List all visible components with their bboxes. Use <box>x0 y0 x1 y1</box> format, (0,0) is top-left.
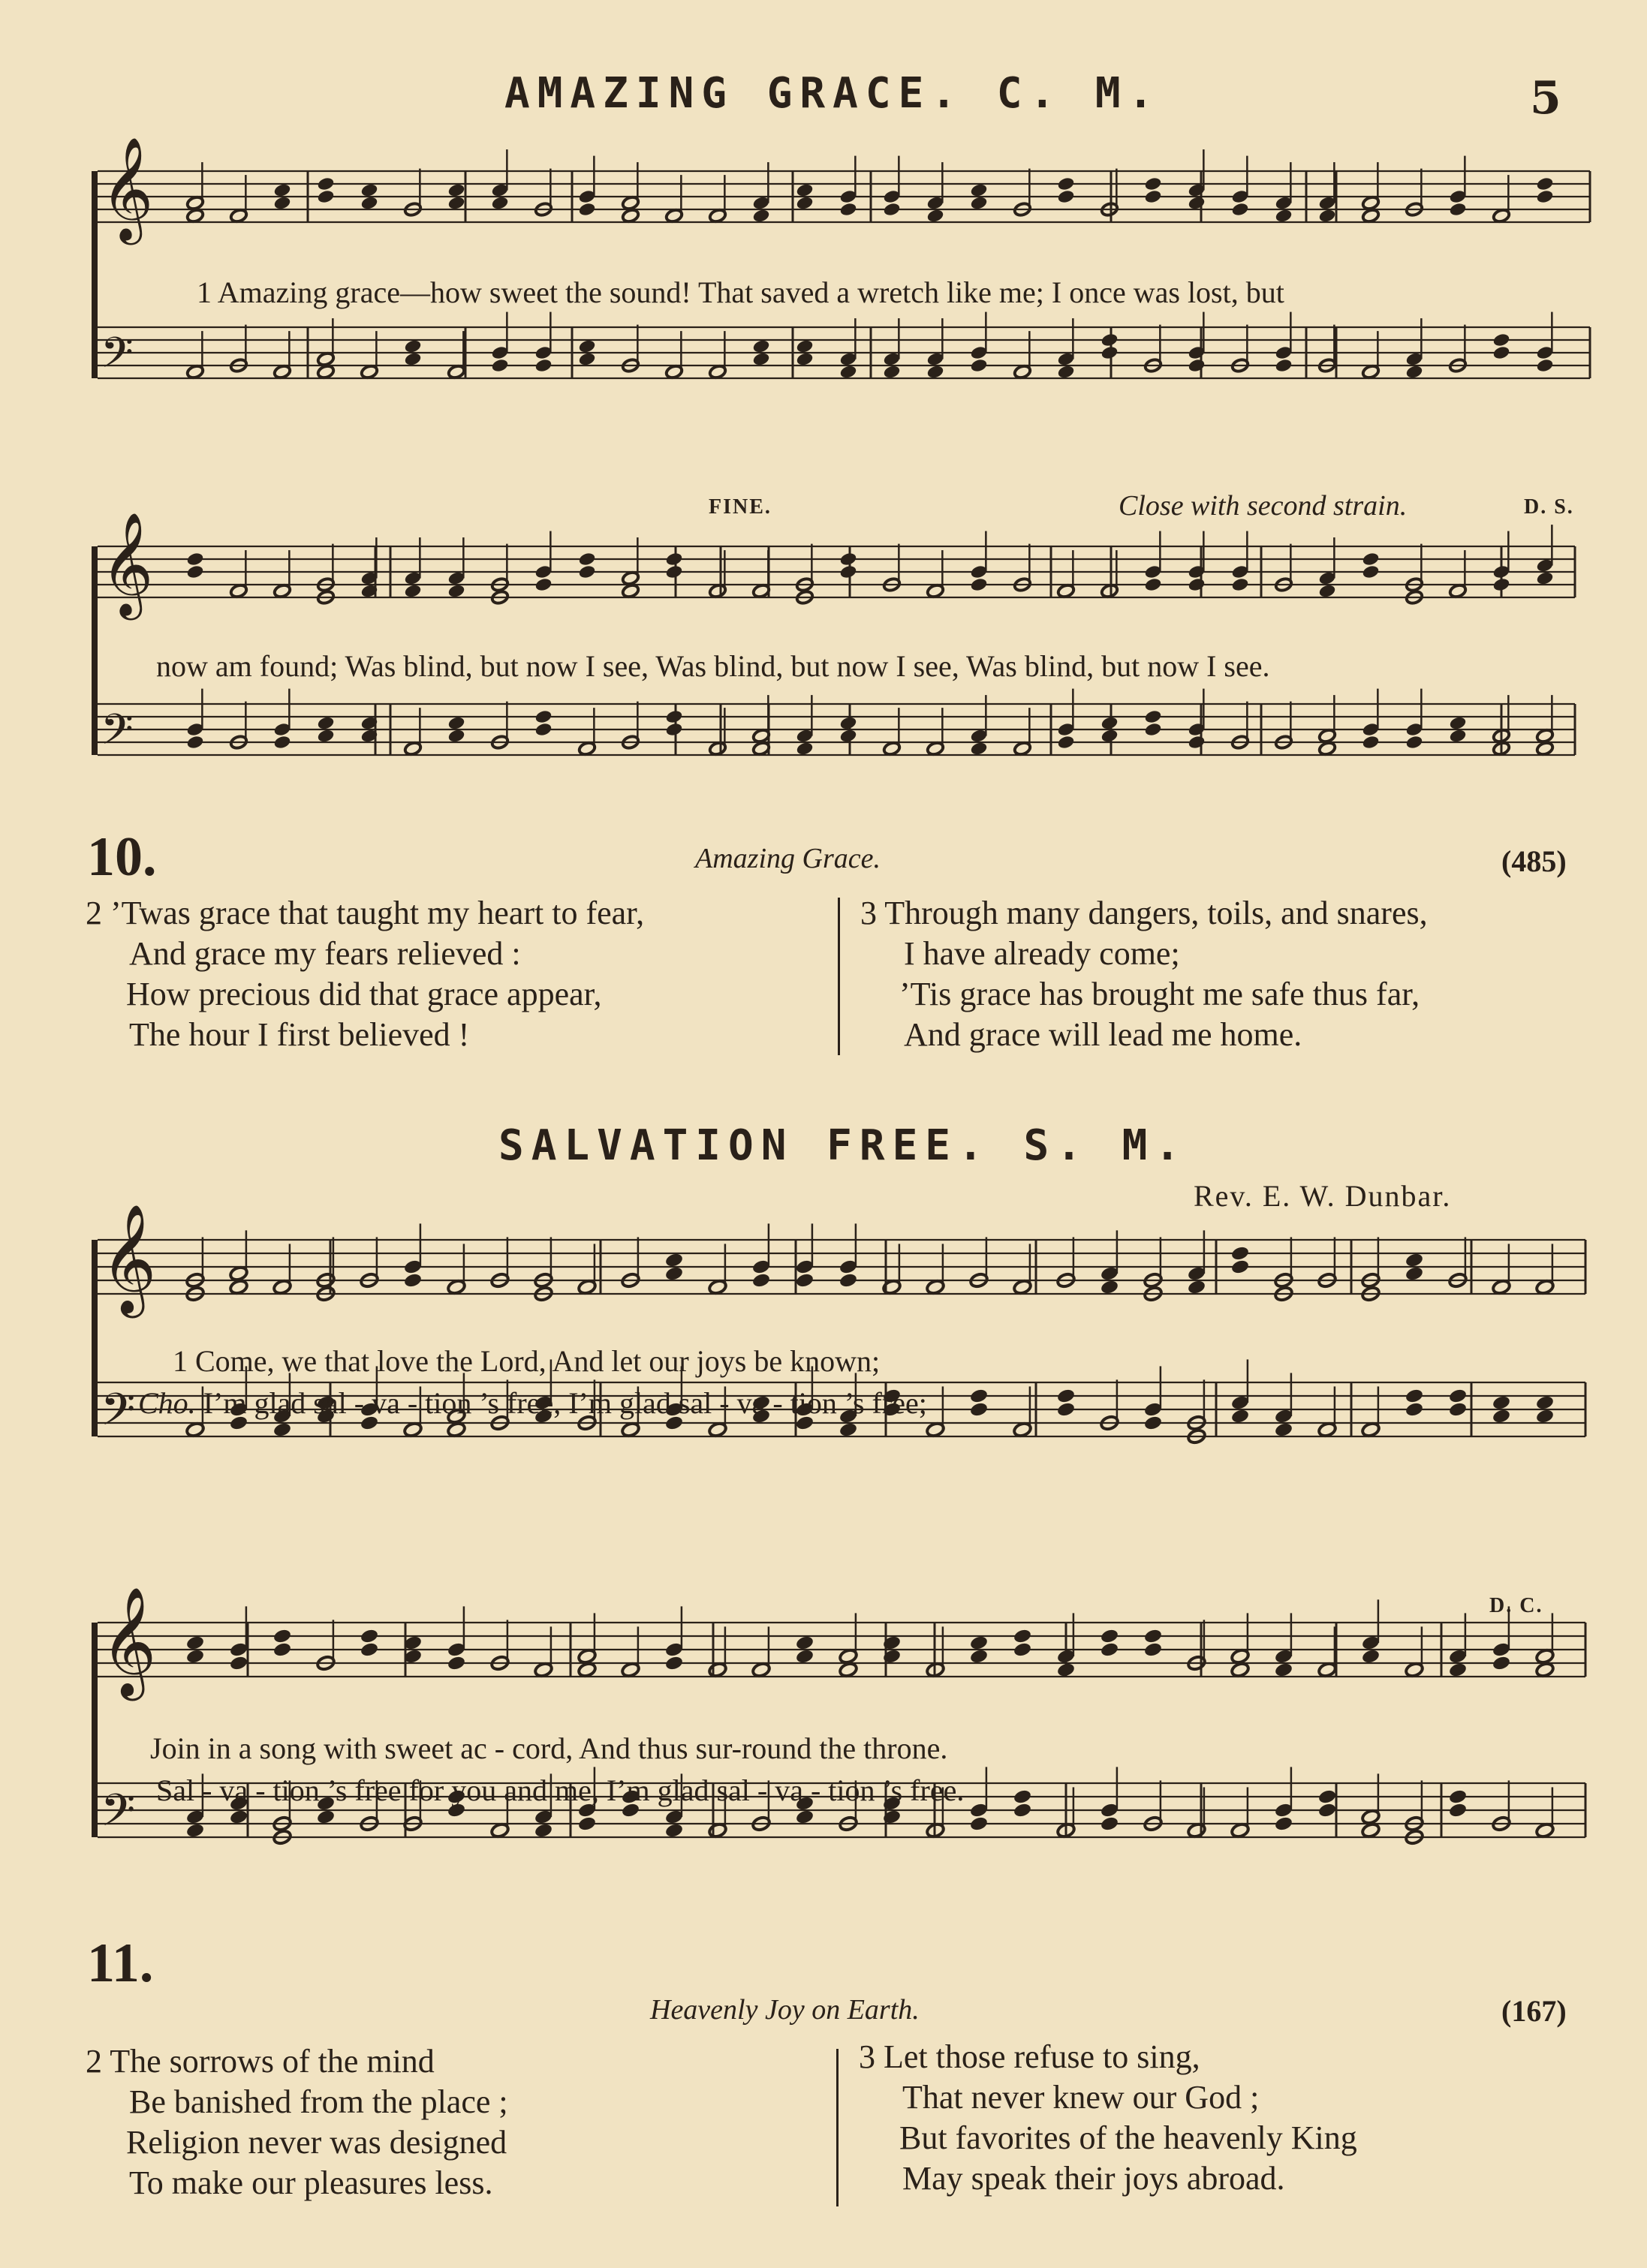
verse-line: The hour I first believed ! <box>129 1016 470 1053</box>
hymn-reference: (485) <box>1501 844 1567 878</box>
hymn-reference: (167) <box>1501 1994 1567 2028</box>
svg-text:𝄢: 𝄢 <box>101 705 134 765</box>
verse-line: 3 Through many dangers, toils, and snares, <box>860 895 1428 931</box>
verse-3 <box>860 893 1428 1055</box>
hymn-subtitle: Amazing Grace. <box>695 843 881 874</box>
hymn-title: AMAZING GRACE. C. M. <box>504 69 1161 118</box>
column-divider <box>836 2049 839 2206</box>
svg-text:𝄢: 𝄢 <box>101 1383 136 1446</box>
treble-staff <box>98 513 1575 621</box>
verse-line: How precious did that grace appear, <box>126 976 602 1012</box>
page-number: 5 <box>1530 72 1561 125</box>
lyrics-system-4-line-2: Sal - va - tion ’s free for you and me, I’m glad sal - va - tion ’s free. <box>156 1773 965 1807</box>
verse-line: To make our pleasures less. <box>129 2164 493 2201</box>
verse-3 <box>859 2037 1357 2199</box>
verse-line: ’Tis grace has brought me safe thus far, <box>899 976 1420 1012</box>
verse-line: May speak their joys abroad. <box>902 2160 1285 2197</box>
verse-line: 3 Let those refuse to sing, <box>859 2038 1200 2075</box>
verse-line: And grace my fears relieved : <box>129 935 521 972</box>
lyrics-system-3-line-2 <box>138 1385 927 1421</box>
treble-staff <box>98 1586 1585 1701</box>
verse-2 <box>86 893 644 1055</box>
verse-line: That never knew our God ; <box>902 2079 1260 2116</box>
hymn-number: 11. <box>87 1933 154 1994</box>
svg-text:𝄞: 𝄞 <box>101 1203 157 1313</box>
verse-line: I have already come; <box>904 935 1180 972</box>
svg-text:𝄞: 𝄞 <box>101 513 154 616</box>
ds-marking: D. S. <box>1524 495 1574 519</box>
lyrics-system-1: 1 Amazing grace—how sweet the sound! That saved a wretch like me; I once was lost, but <box>197 275 1284 309</box>
svg-text:𝄢: 𝄢 <box>101 1784 136 1847</box>
treble-staff <box>98 137 1590 245</box>
svg-text:𝄞: 𝄞 <box>101 137 154 241</box>
lyrics-system-2: now am found; Was blind, but now I see, Was blind, but now I see, Was blind, but now I see. <box>156 649 1270 683</box>
bass-staff <box>98 689 1575 765</box>
verse-line: But favorites of the heavenly King <box>899 2119 1357 2156</box>
chorus-lyrics: I’m glad sal - va - tion ’s free, I’m glad sal - va - tion ’s free; <box>203 1386 927 1420</box>
close-instruction: Close with second strain. <box>1119 490 1408 522</box>
column-divider <box>838 898 840 1055</box>
chorus-label: Cho. <box>138 1386 196 1420</box>
staff-system-3 <box>0 1203 1606 1546</box>
verse-line: Be banished from the place ; <box>129 2083 508 2120</box>
lyrics-system-4-line-1: Join in a song with sweet ac - cord, And thus sur-round the throne. <box>150 1731 948 1765</box>
verse-line: And grace will lead me home. <box>904 1016 1302 1053</box>
lyrics-system-3-line-1: 1 Come, we that love the Lord, And let our joys be known; <box>173 1344 881 1378</box>
verse-line: 2 ’Twas grace that taught my heart to fear, <box>86 895 645 931</box>
dc-marking: D. C. <box>1489 1594 1543 1617</box>
hymn-title: SALVATION FREE. S. M. <box>498 1121 1188 1170</box>
verse-line: Religion never was designed <box>126 2124 507 2161</box>
svg-text:𝄢: 𝄢 <box>101 329 134 388</box>
treble-staff <box>98 1203 1585 1319</box>
hymn-number: 10. <box>87 826 157 888</box>
composer: Rev. E. W. Dunbar. <box>1194 1179 1452 1213</box>
verse-line: 2 The sorrows of the mind <box>86 2043 435 2080</box>
verse-2 <box>86 2041 508 2203</box>
svg-text:𝄞: 𝄞 <box>101 1586 157 1696</box>
hymn-subtitle: Heavenly Joy on Earth. <box>650 1994 920 2026</box>
bass-staff <box>98 312 1590 388</box>
fine-marking: FINE. <box>709 495 772 519</box>
